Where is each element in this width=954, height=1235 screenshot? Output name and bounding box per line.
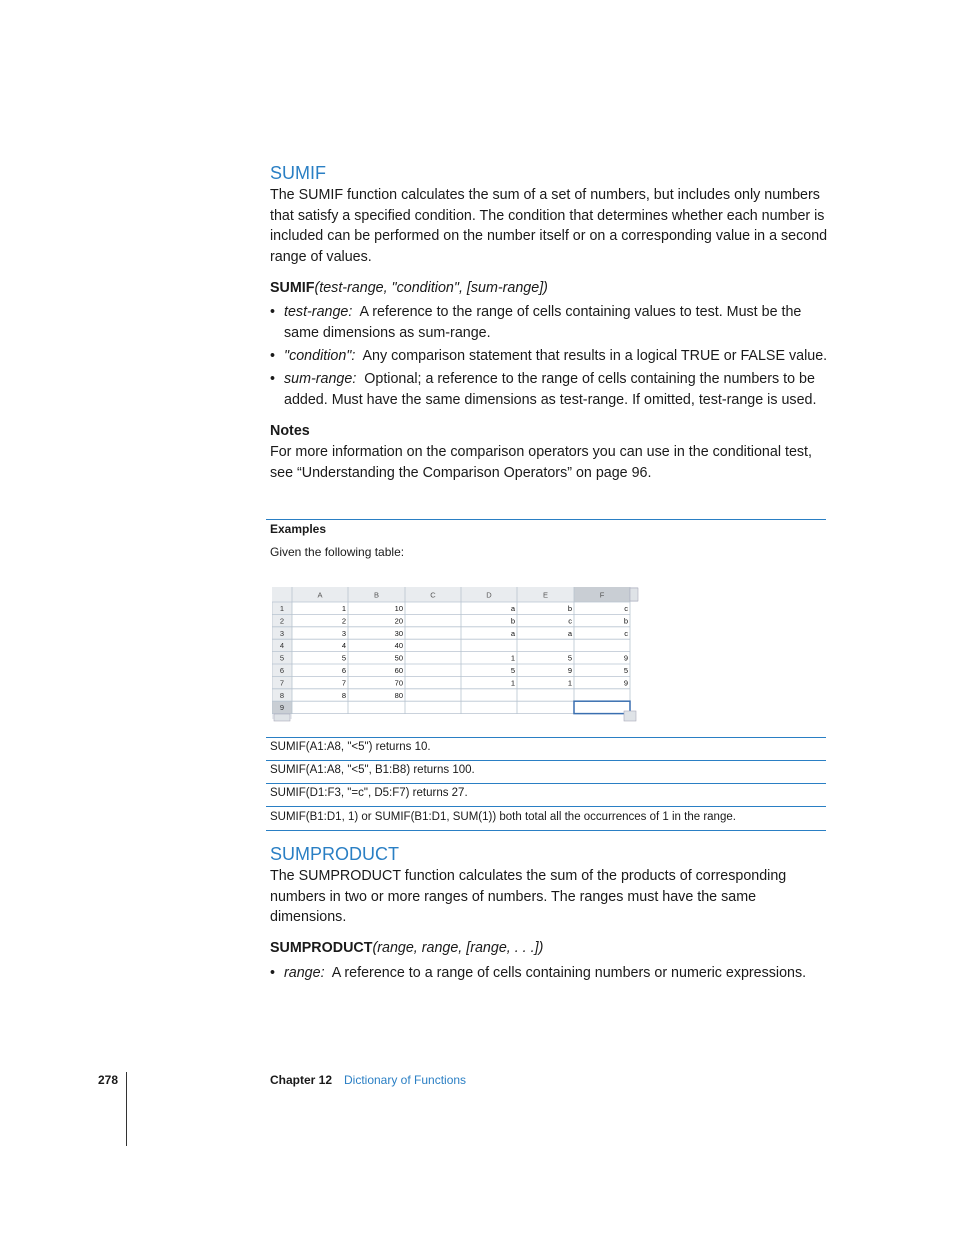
bullet-dot: • — [270, 304, 276, 320]
column-header-label: D — [486, 590, 492, 600]
footer-chapter: Chapter 12 — [270, 1073, 333, 1087]
bullet-dot: • — [270, 348, 276, 364]
example-3: SUMIF(D1:F3, "=c", D5:F7) returns 27. — [270, 787, 468, 799]
sumif-bullet-condition — [270, 346, 829, 367]
table-cell: 5 — [623, 666, 628, 675]
resize-handle — [624, 711, 636, 721]
row-header-label: 5 — [279, 653, 285, 663]
column-header-label: E — [542, 590, 549, 600]
table-cell: 9 — [623, 653, 628, 663]
column-header-label: F — [599, 590, 605, 600]
table-cell: b — [510, 616, 515, 626]
column-scroll-handle — [630, 588, 638, 601]
sumif-syntax-args: (test-range, "condition", [sum-range]) — [314, 280, 548, 296]
page-number: 278 — [98, 1073, 119, 1087]
table-cell: 40 — [394, 641, 403, 651]
row-header-label: 8 — [279, 690, 285, 700]
sumif-bullet-sum-range — [270, 369, 829, 410]
bullet-dot: • — [270, 371, 276, 387]
table-cell: 60 — [394, 666, 403, 675]
bullet-text: A reference to a range of cells containing numbers or numeric expressions. — [331, 965, 807, 981]
table-cell: 10 — [394, 604, 403, 613]
example-rule — [266, 830, 826, 831]
bullet-term: test-range: — [284, 304, 353, 320]
table-cell: 50 — [394, 653, 403, 663]
table-cell: a — [567, 628, 572, 638]
sumproduct-bullet-range — [270, 963, 844, 984]
examples-intro: Given the following table: — [270, 545, 405, 559]
column-header-label: C — [430, 590, 436, 600]
row-scroll-handle — [274, 714, 290, 721]
bullet-text: Any comparison statement that results in a logical TRUE or FALSE value. — [362, 348, 828, 364]
example-rule — [266, 760, 826, 761]
table-cell: 80 — [394, 690, 403, 700]
sumproduct-syntax — [270, 940, 543, 956]
sumif-syntax — [270, 280, 548, 296]
table-cell: 8 — [341, 690, 346, 700]
sumif-syntax-name: SUMIF — [270, 280, 315, 296]
table-cell: c — [568, 616, 572, 626]
sumproduct-syntax-args: (range, range, [range, . . .]) — [372, 940, 544, 956]
table-cell: 9 — [567, 666, 572, 675]
table-cell: 7 — [341, 678, 346, 688]
table-cell: 70 — [394, 678, 403, 688]
bullet-dot: • — [270, 965, 276, 981]
table-cell: 1 — [510, 653, 515, 663]
bullet-text: Optional; a reference to the range of cells containing the numbers to be added. Must have the same dimensions as test-range. If omitted, test-range is used. — [284, 371, 817, 408]
examples-top-rule — [266, 519, 826, 520]
bullet-term: "condition": — [284, 348, 356, 364]
row-header-label: 4 — [279, 641, 285, 651]
table-cell: 5 — [567, 653, 572, 663]
row-header-label: 7 — [279, 678, 285, 688]
example-4: SUMIF(B1:D1, 1) or SUMIF(B1:D1, SUM(1)) both total all the occurrences of 1 in the range. — [270, 811, 736, 823]
example-rule — [266, 806, 826, 807]
table-cell: 30 — [394, 628, 403, 638]
table-cell: 4 — [341, 641, 346, 651]
table-cell: 9 — [623, 678, 628, 688]
bullet-term: sum-range: — [284, 371, 357, 387]
footer-divider — [126, 1072, 127, 1146]
table-cell: a — [510, 604, 515, 613]
table-cell: 20 — [394, 616, 403, 626]
table-cell: c — [624, 628, 628, 638]
table-cell: a — [510, 628, 515, 638]
example-1: SUMIF(A1:A8, "<5") returns 10. — [270, 741, 431, 753]
sumproduct-syntax-name: SUMPRODUCT — [270, 940, 373, 956]
sumproduct-intro: The SUMPRODUCT function calculates the sum of the products of corresponding numbers in two or more ranges of numbers. The ranges must have the same dimensions. — [270, 868, 787, 925]
example-spreadsheet — [272, 587, 640, 723]
sumif-heading: SUMIF — [270, 163, 326, 183]
sumif-bullet-test-range — [270, 302, 829, 343]
table-cell: 5 — [341, 653, 346, 663]
spreadsheet-grid — [272, 587, 640, 723]
sumif-intro: The SUMIF function calculates the sum of a set of numbers, but includes only numbers that satisfy a specified condition. The condition that determines whether each number is included can be performed on the number itself or on a corresponding value in a second range of values. — [270, 187, 828, 265]
sumproduct-heading: SUMPRODUCT — [270, 844, 399, 864]
table-cell: 3 — [341, 628, 346, 638]
row-header-label: 3 — [279, 628, 285, 638]
table-cell: c — [624, 604, 628, 613]
table-cell: 1 — [341, 604, 346, 613]
table-cell: b — [567, 604, 572, 613]
table-cell: b — [623, 616, 628, 626]
table-cell: 5 — [510, 666, 515, 675]
example-rule — [266, 737, 826, 738]
bullet-term: range: — [284, 965, 325, 981]
example-2: SUMIF(A1:A8, "<5", B1:B8) returns 100. — [270, 764, 475, 776]
example-rule — [266, 783, 826, 784]
footer-chapter-title: Dictionary of Functions — [344, 1073, 467, 1087]
bullet-text: A reference to the range of cells containing values to test. Must be the same dimensions as sum-range. — [284, 304, 802, 341]
row-header-label: 9 — [279, 703, 285, 713]
column-header-label: B — [373, 590, 380, 600]
table-cell: 1 — [510, 678, 515, 688]
selected-cell — [574, 701, 630, 713]
notes-heading: Notes — [270, 423, 310, 439]
notes-text: For more information on the comparison operators you can use in the conditional test, see “Understanding the Comparison Operators” on page 96. — [270, 444, 812, 481]
row-header-label: 2 — [279, 616, 285, 626]
table-cell: 1 — [567, 678, 572, 688]
examples-heading: Examples — [270, 522, 327, 536]
row-header-label: 1 — [279, 604, 285, 613]
table-cell: 2 — [341, 616, 346, 626]
table-cell: 6 — [341, 666, 346, 675]
column-header-label: A — [317, 590, 323, 600]
row-header-label: 6 — [279, 666, 285, 675]
